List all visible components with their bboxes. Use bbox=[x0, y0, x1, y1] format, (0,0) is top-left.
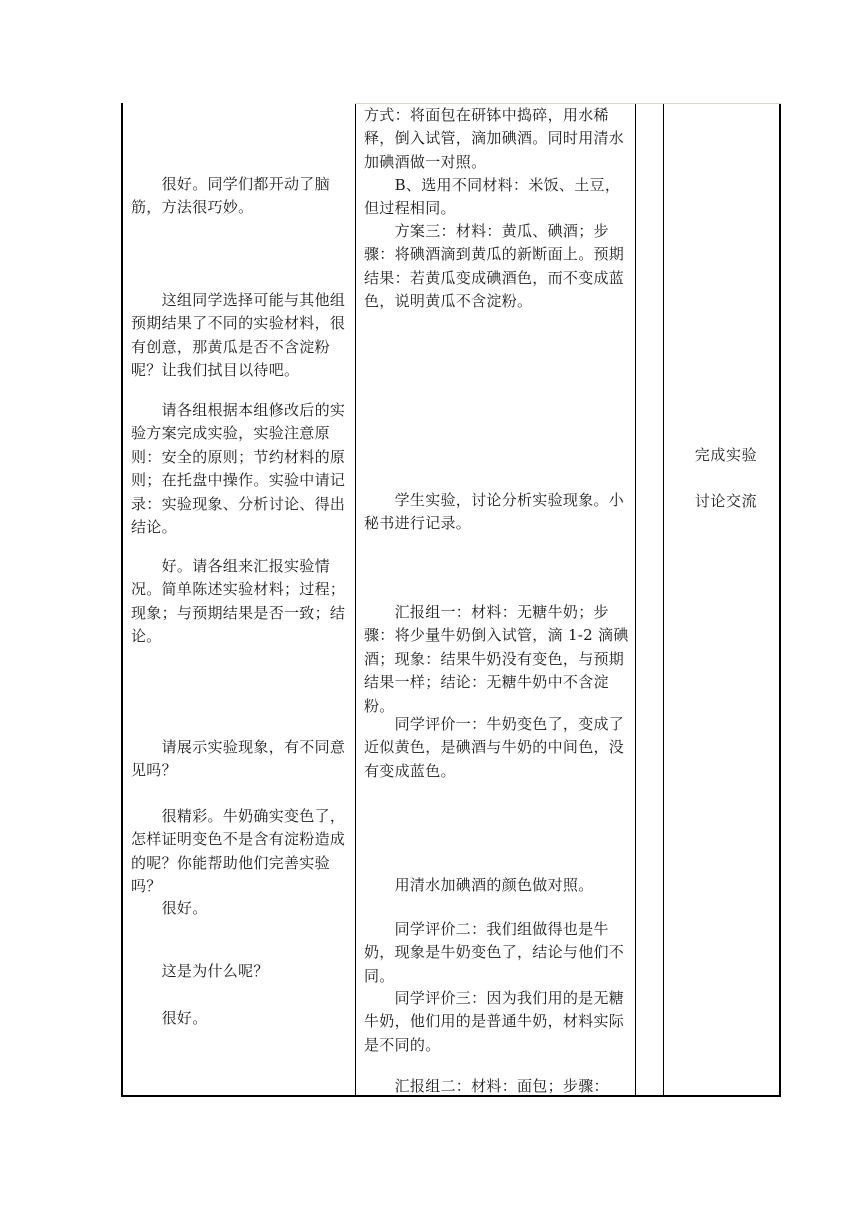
teacher-paragraph: 很好。 bbox=[131, 1009, 208, 1027]
student-paragraph: 方式：将面包在研钵中捣碎，用水稀释，倒入试管，滴加碘酒。同时用清水加碘酒做一对照。 bbox=[364, 106, 625, 171]
student-paragraph: 同学评价三：因为我们用的是无糖牛奶，他们用的是普通牛奶，材料实际是不同的。 bbox=[364, 989, 625, 1054]
activity-column bbox=[676, 103, 776, 1097]
lesson-plan-table bbox=[121, 103, 781, 1097]
student-paragraph: 汇报组二：材料：面包；步骤： bbox=[364, 1077, 609, 1095]
table-border-col3 bbox=[635, 103, 636, 1097]
teacher-paragraph: 请展示实验现象，有不同意见吗？ bbox=[131, 738, 346, 780]
student-paragraph: 方案三：材料：黄瓜、碘酒；步骤：将碘酒滴到黄瓜的新断面上。预期结果：若黄瓜变成碘酒色，而不变成蓝色，说明黄瓜不含淀粉。 bbox=[364, 222, 625, 311]
teacher-paragraph: 很好。同学们都开动了脑筋，方法很巧妙。 bbox=[131, 175, 330, 217]
student-paragraph: 用清水加碘酒的颜色做对照。 bbox=[364, 876, 594, 894]
table-border-left bbox=[121, 103, 123, 1097]
teacher-paragraph: 很好。 bbox=[131, 899, 208, 917]
teacher-paragraph: 很精彩。牛奶确实变色了，怎样证明变色不是含有淀粉造成的呢？你能帮助他们完善实验吗？ bbox=[131, 807, 346, 896]
student-column bbox=[364, 103, 634, 1097]
student-paragraph: 学生实验，讨论分析实验现象。小秘书进行记录。 bbox=[364, 491, 625, 533]
table-border-right bbox=[779, 103, 781, 1097]
teacher-column bbox=[131, 103, 359, 1097]
activity-label-discussion: 讨论交流 bbox=[694, 492, 758, 510]
teacher-paragraph: 请各组根据本组修改后的实验方案完成实验，实验注意原则：安全的原则；节约材料的原则；在托盘中操作。实验中请记录：实验现象、分析讨论、得出结论。 bbox=[131, 401, 346, 537]
activity-label-experiment: 完成实验 bbox=[694, 446, 758, 464]
teacher-paragraph: 这是为什么呢？ bbox=[131, 962, 269, 980]
student-paragraph: 同学评价二：我们组做得也是牛奶，现象是牛奶变色了，结论与他们不同。 bbox=[364, 920, 625, 985]
student-paragraph: 同学评价一：牛奶变色了，变成了近似黄色，是碘酒与牛奶的中间色，没有变成蓝色。 bbox=[364, 715, 625, 780]
student-paragraph: B、选用不同材料：米饭、土豆，但过程相同。 bbox=[364, 176, 621, 218]
table-border-col4 bbox=[663, 103, 664, 1097]
teacher-paragraph: 好。请各组来汇报实验情况。简单陈述实验材料；过程；现象；与预期结果是否一致；结论。 bbox=[131, 557, 346, 646]
teacher-paragraph: 这组同学选择可能与其他组预期结果了不同的实验材料，很有创意，那黄瓜是否不含淀粉呢？让我们拭目以待吧。 bbox=[131, 291, 346, 380]
student-paragraph: 汇报组一：材料：无糖牛奶；步骤：将少量牛奶倒入试管，滴 1-2 滴碘酒；现象：结果牛奶没有变色，与预期结果一样；结论：无糖牛奶中不含淀粉。 bbox=[364, 603, 629, 715]
